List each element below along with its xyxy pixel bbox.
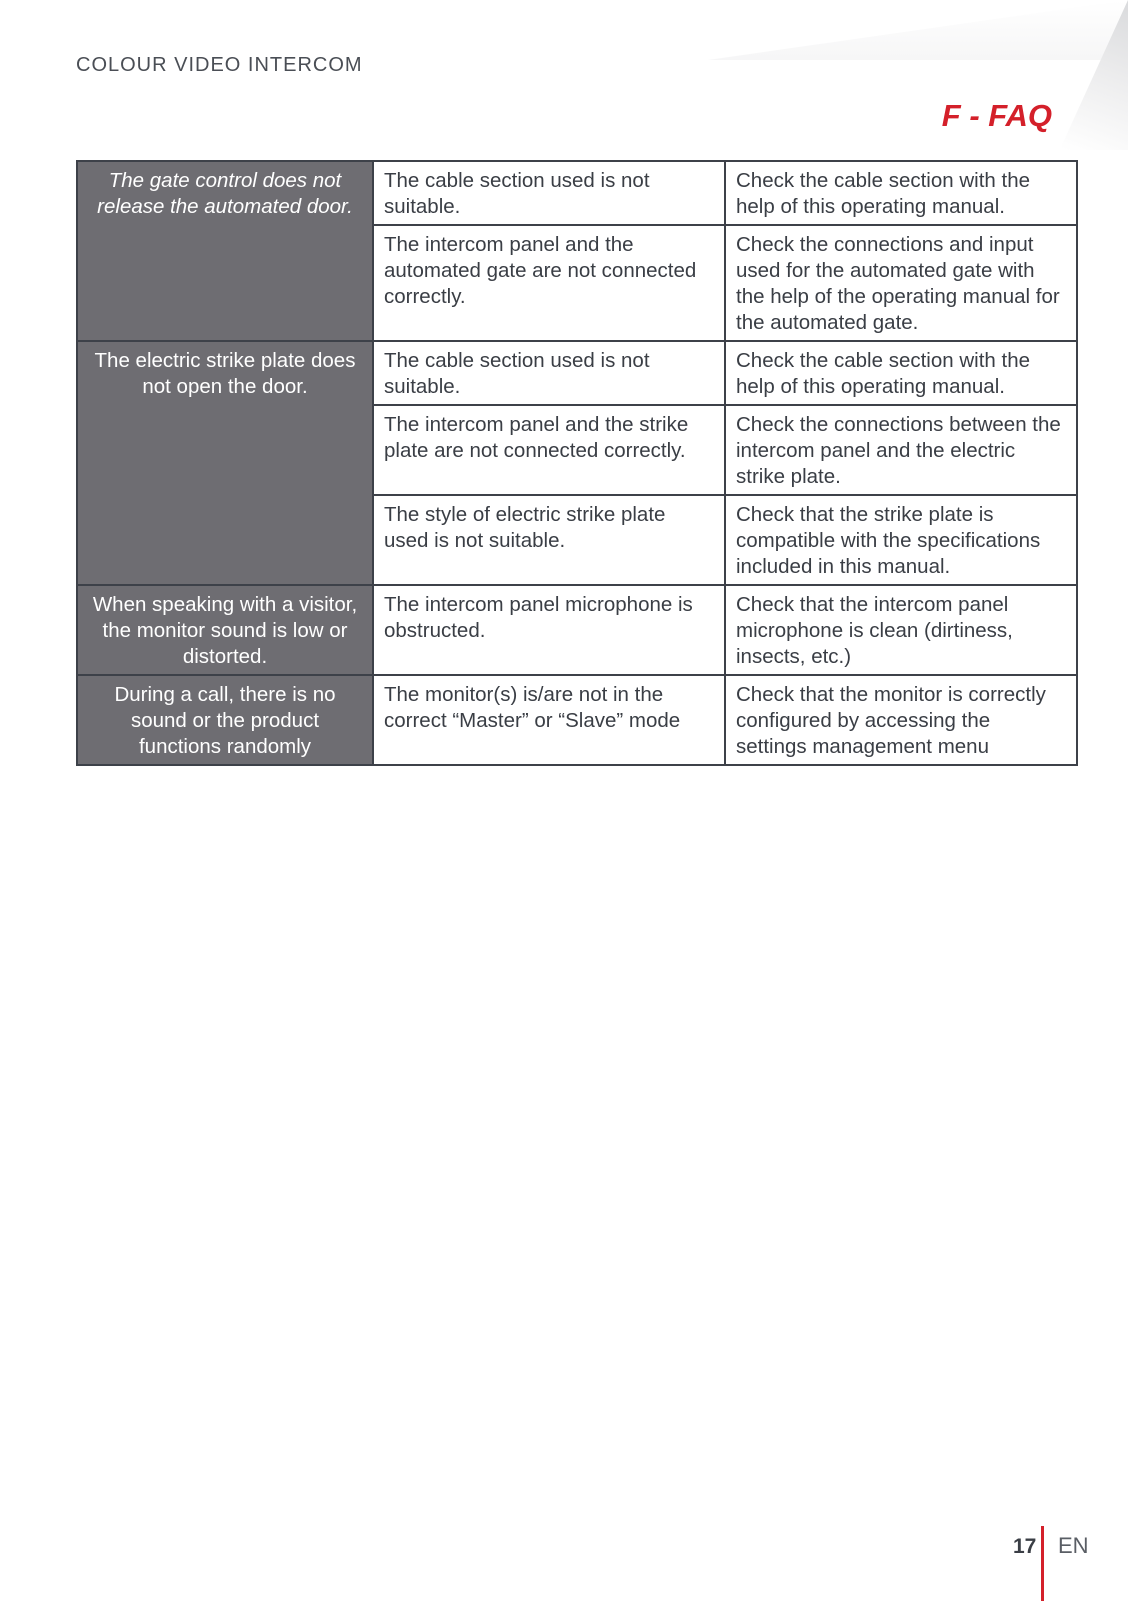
table-row	[77, 341, 1077, 405]
cause-cell: The intercom panel microphone is obstructed.	[373, 585, 725, 675]
problem-cell: The gate control does not release the automated door.	[77, 161, 373, 341]
cause-cell: The cable section used is not suitable.	[373, 341, 725, 405]
cause-cell: The style of electric strike plate used is not suitable.	[373, 495, 725, 585]
problem-cell: When speaking with a visitor, the monitor sound is low or distorted.	[77, 585, 373, 675]
solution-cell: Check that the intercom panel microphone is clean (dirtiness, insects, etc.)	[725, 585, 1077, 675]
page-corner-decoration	[708, 0, 1128, 60]
table-row	[77, 585, 1077, 675]
faq-table	[76, 160, 1078, 766]
cause-cell: The intercom panel and the strike plate are not connected correctly.	[373, 405, 725, 495]
language-label: EN	[1058, 1533, 1089, 1558]
solution-cell: Check the connections between the intercom panel and the electric strike plate.	[725, 405, 1077, 495]
solution-cell: Check the connections and input used for the automated gate with the help of the operating manual for the automated gate.	[725, 225, 1077, 341]
section-title: F - FAQ	[941, 98, 1052, 133]
cause-cell: The cable section used is not suitable.	[373, 161, 725, 225]
solution-cell: Check that the strike plate is compatible with the specifications included in this manual.	[725, 495, 1077, 585]
page-number-divider	[1041, 1526, 1044, 1601]
problem-cell: The electric strike plate does not open the door.	[77, 341, 373, 585]
solution-cell: Check the cable section with the help of this operating manual.	[725, 161, 1077, 225]
solution-cell: Check the cable section with the help of this operating manual.	[725, 341, 1077, 405]
table-row	[77, 161, 1077, 225]
problem-cell: During a call, there is no sound or the product functions randomly	[77, 675, 373, 765]
document-title: COLOUR VIDEO INTERCOM	[76, 54, 363, 76]
solution-cell: Check that the monitor is correctly configured by accessing the settings management menu	[725, 675, 1077, 765]
table-row	[77, 675, 1077, 765]
cause-cell: The monitor(s) is/are not in the correct “Master” or “Slave” mode	[373, 675, 725, 765]
cause-cell: The intercom panel and the automated gate are not connected correctly.	[373, 225, 725, 341]
page-number: 17	[1013, 1535, 1037, 1558]
